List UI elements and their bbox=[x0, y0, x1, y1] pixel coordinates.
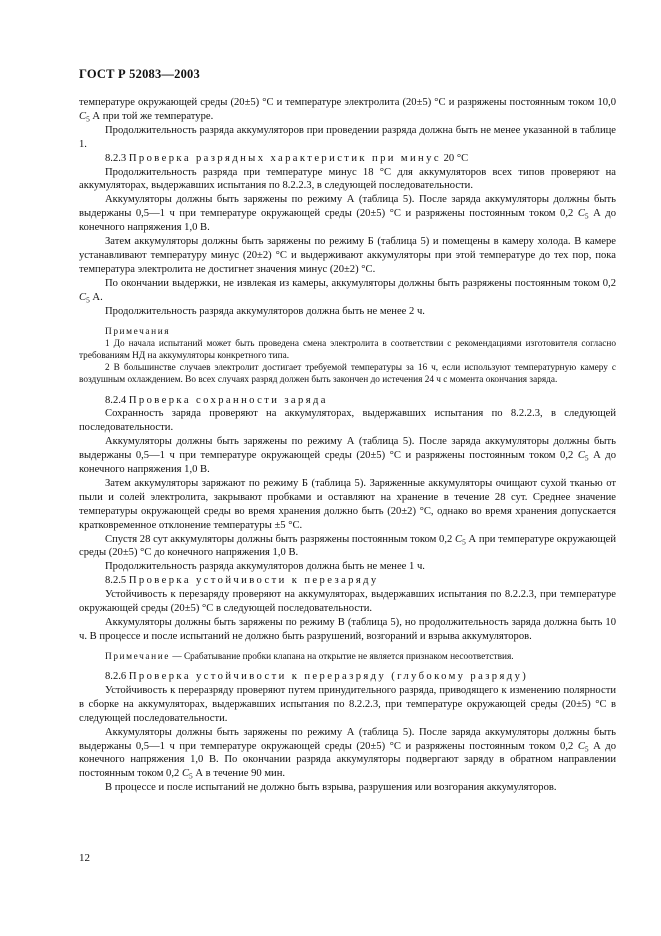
paragraph: 8.2.5 Проверка устойчивости к перезаряду bbox=[105, 575, 379, 587]
paragraph: Аккумуляторы должны быть заряжены по режиму В (таблица 5), но продолжительность заряда должна быть 10 ч. В процессе и после испытаний не должно быть разрушений, возгораний и взрыва аккумуляторов. bbox=[79, 617, 616, 642]
paragraph: Устойчивость к переразряду проверяют путем принудительного разряда, приводящего к изменению полярности в сборке на аккумуляторах, выдержавших испытания по 8.2.2.3, при температуре окружающей среды (20±5) °С в следующей последовательности. bbox=[79, 684, 616, 724]
paragraph: Продолжительность разряда при температуре минус 18 °С для аккумуляторов всех типов проверяют на аккумуляторах, выдержавших испытания по 8.2.2.3, в следующей последовательности. bbox=[79, 166, 616, 192]
paragraph: Продолжительность разряда аккумуляторов должна быть не менее 2 ч. bbox=[105, 305, 425, 317]
paragraph: температуре окружающей среды (20±5) °С и температуре электролита (20±5) °С и разряжены постоянным током 10,0 $С_5$ А при той же температуре. bbox=[79, 97, 616, 124]
paragraph: Затем аккумуляторы заряжают по режиму Б (таблица 5). Заряженные аккумуляторы очищают сухой тканью от пыли и солей электролита, закрывают пробками и оставляют на хранение в течение 28 сут. Среднее значение температуры окружающей среды во время хранения должно быть (20±2) °С, однако во время хранения допускается кратковременное отклонение температуры ±5 °С. bbox=[79, 477, 616, 531]
paragraph: По окончании выдержки, не извлекая из камеры, аккумуляторы должны быть разряжены постоянным током 0,2 $С_5$ А. bbox=[79, 277, 616, 305]
paragraph: Примечание — Срабатывание пробки клапана на открытие не является признаком несоответствия. bbox=[105, 651, 514, 662]
page-number: 12 bbox=[79, 852, 90, 864]
paragraph: 8.2.3 Проверка разрядных характеристик при минус 20 °С bbox=[105, 152, 469, 164]
paragraph: Продолжительность разряда аккумуляторов должна быть не менее 1 ч. bbox=[105, 561, 425, 573]
paragraph: Аккумуляторы должны быть заряжены по режиму А (таблица 5). После заряда аккумуляторы должны быть выдержаны 0,5—1 ч при температуре окружающей среды (20±5) °С и разряжены постоянным током 0,2 $С_5$ А до конечного напряжения 1,0 В. bbox=[79, 194, 616, 234]
paragraph: 1 До начала испытаний может быть проведена смена электролита в соответствии с рекомендациями изготовителя согласно требованиям НД на аккумуляторы конкретного типа. bbox=[79, 338, 616, 361]
document-header: ГОСТ Р 52083—2003 bbox=[79, 67, 200, 81]
paragraph: Затем аккумуляторы должны быть заряжены по режиму Б (таблица 5) и помещены в камеру холода. В камере устанавливают температуру минус (20±2) °С и выдерживают аккумуляторы при этой температуре до тех пор, пока температура электролита не достигнет значения минус (20±2) °С. bbox=[79, 236, 616, 275]
paragraph: Продолжительность разряда аккумуляторов при проведении разряда должна быть не менее указанной в таблице 1. bbox=[79, 124, 616, 150]
paragraph: Устойчивость к перезаряду проверяют на аккумуляторах, выдержавших испытания по 8.2.2.3, при температуре окружающей среды (20±5) °С в следующей последовательности. bbox=[79, 589, 616, 615]
paragraph: 8.2.6 Проверка устойчивости к переразряду (глубокому разряду) bbox=[105, 671, 529, 683]
paragraph: Аккумуляторы должны быть заряжены по режиму А (таблица 5). После заряда аккумуляторы должны быть выдержаны 0,5—1 ч при температуре окружающей среды (20±5) °С и разряжены постоянным током 0,2 $С_5$ А до конечного напряжения 1,0 В. bbox=[79, 436, 616, 476]
paragraph: Аккумуляторы должны быть заряжены по режиму А (таблица 5). После заряда аккумуляторы должны быть выдержаны 0,5—1 ч при температуре окружающей среды (20±5) °С и разряжены постоянным током 0,2 $С_5$ А до конечного напряжения 1,0 В. По окончании разряда аккумуляторы подвергают заряду в обратном направлении постоянным током 0,2 $С_5$ А в течение 90 мин. bbox=[79, 726, 616, 781]
paragraph: 2 В большинстве случаев электролит достигает требуемой температуры за 16 ч, если используют температурную камеру с воздушным охлаждением. Во всех случаях разряд должен быть закончен до истечения 24 ч с момента окончания заряда. bbox=[79, 363, 616, 386]
paragraph: В процессе и после испытаний не должно быть взрыва, разрушения или возгорания аккумуляторов. bbox=[105, 782, 557, 794]
paragraph: 8.2.4 Проверка сохранности заряда bbox=[105, 394, 328, 406]
document-body bbox=[79, 96, 616, 795]
paragraph: Сохранность заряда проверяют на аккумуляторах, выдержавших испытания по 8.2.2.3, в следующей последовательности. bbox=[79, 408, 616, 434]
paragraph: Спустя 28 сут аккумуляторы должны быть разряжены постоянным током 0,2 $С_5$ А при температуре окружающей среды (20±5) °С до конечного напряжения 1,0 В. bbox=[79, 533, 616, 559]
paragraph: Примечания bbox=[105, 326, 171, 337]
